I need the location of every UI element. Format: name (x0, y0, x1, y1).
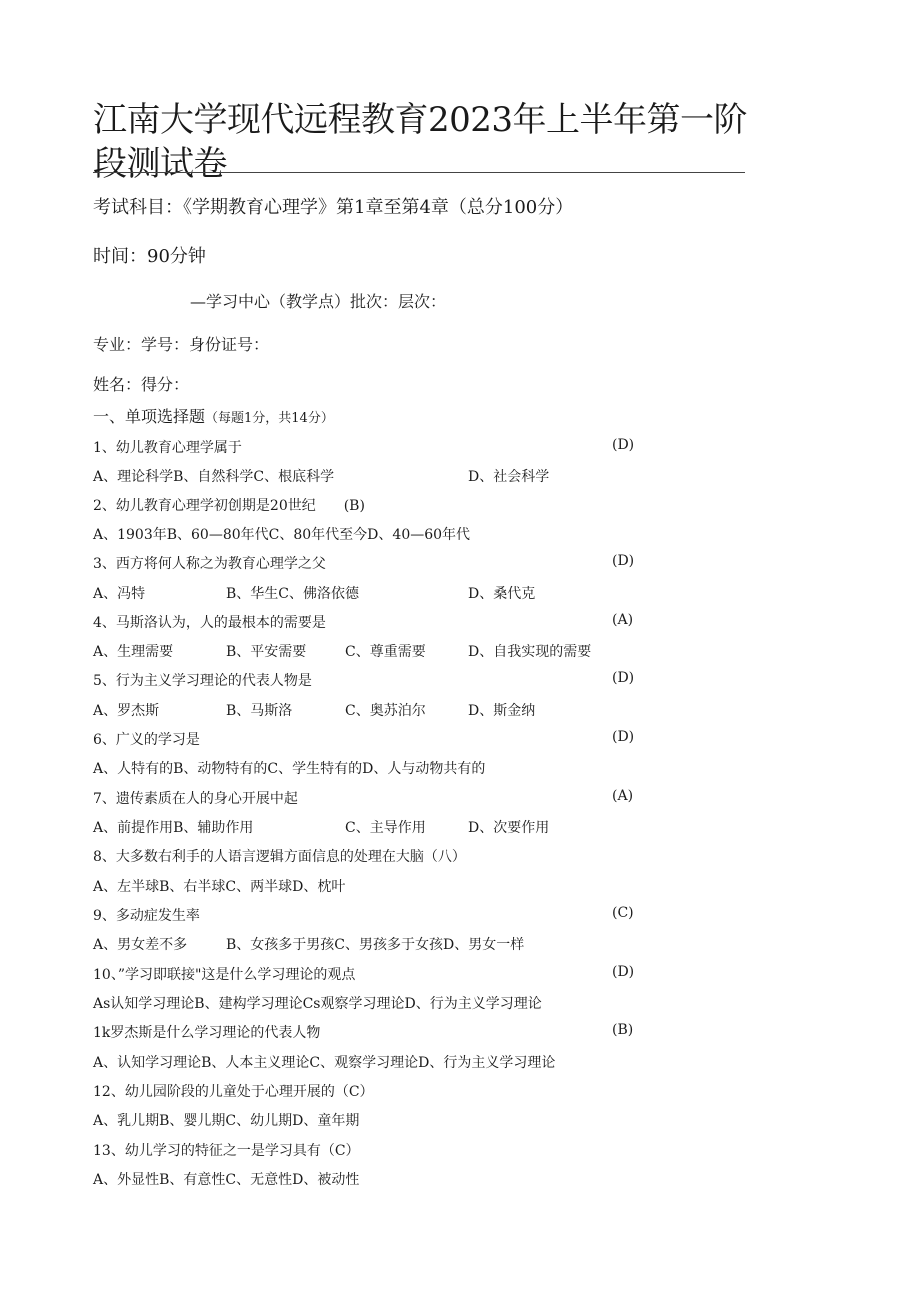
question-text: 12、幼儿园阶段的儿童处于心理开展的（C） (93, 1084, 374, 1100)
question-option: D、斯金纳 (468, 703, 536, 719)
question-text: 5、行为主义学习理论的代表人物是 (93, 673, 312, 689)
question-options: A、理论科学B、自然科学C、根底科学 (93, 469, 335, 485)
question-option: A、生理需要 (93, 644, 174, 660)
question-text: 10、”学习即联接"这是什么学习理论的观点 (93, 967, 356, 983)
study-center-line: —学习中心（教学点）批次：层次： (190, 292, 447, 311)
question-text: 9、多动症发生率 (93, 908, 200, 924)
question-text: 3、西方将何人称之为教育心理学之父 (93, 556, 326, 572)
question-text: 6、广义的学习是 (93, 732, 200, 748)
section-note: （每题1分，共14分） (205, 411, 334, 426)
question-option: C、奥苏泊尔 (345, 703, 426, 719)
question-text: 13、幼儿学习的特征之一是学习具有（C） (93, 1143, 360, 1159)
exam-subject: 考试科目：《学期教育心理学》第1章至第4章（总分100分） (93, 197, 574, 218)
question-options: A、外显性B、有意性C、无意性D、被动性 (93, 1172, 360, 1188)
question-answer: (A) (612, 788, 634, 804)
question-option: D、桑代克 (468, 586, 536, 602)
question-answer: (D) (612, 964, 635, 980)
question-answer: (B) (612, 1022, 634, 1038)
question-options: A、1903年B、60—80年代C、80年代至今D、40—60年代 (93, 527, 471, 543)
question-answer: (D) (612, 729, 635, 745)
question-option: D、社会科学 (468, 469, 550, 485)
question-option: A、罗杰斯 (93, 703, 160, 719)
question-options: A、左半球B、右半球C、两半球D、枕叶 (93, 879, 346, 895)
question-text: 7、遗传素质在人的身心开展中起 (93, 791, 298, 807)
question-options: A、认知学习理论B、人本主义理论C、观察学习理论D、行为主义学习理论 (93, 1055, 556, 1071)
question-text: 1、幼儿教育心理学属于 (93, 440, 242, 456)
section-title: 一、单项选择题 (93, 407, 206, 426)
question-options: As认知学习理论B、建构学习理论Cs观察学习理论D、行为主义学习理论 (93, 996, 542, 1012)
question-text: 2、幼儿教育心理学初创期是20世纪 (B) (93, 498, 365, 514)
question-text: 1k罗杰斯是什么学习理论的代表人物 (93, 1025, 321, 1041)
exam-time: 时间：90分钟 (93, 246, 206, 267)
question-option: C、主导作用 (345, 820, 426, 836)
question-option: D、次要作用 (468, 820, 550, 836)
question-answer: (C) (612, 905, 634, 921)
question-option: A、前提作用B、辅助作用 (93, 820, 254, 836)
major-line: 专业：学号：身份证号： (93, 335, 270, 354)
question-text: 8、大多数右利手的人语言逻辑方面信息的处理在大脑（八） (93, 849, 466, 865)
question-text: 4、马斯洛认为，人的最根本的需要是 (93, 615, 326, 631)
title-rule (93, 172, 745, 173)
question-option: B、华生C、佛洛依德 (226, 586, 359, 602)
question-option: B、女孩多于男孩C、男孩多于女孩D、男女一样 (226, 937, 525, 953)
question-options: A、人特有的B、动物特有的C、学生特有的D、人与动物共有的 (93, 761, 486, 777)
section-heading (93, 404, 334, 427)
question-option: B、平安需要 (226, 644, 307, 660)
document-title: 江南大学现代远程教育2023年上半年第一阶段测试卷 (93, 100, 748, 184)
question-options: A、乳儿期B、婴儿期C、幼儿期D、童年期 (93, 1113, 360, 1129)
question-option: A、男女差不多 (93, 937, 188, 953)
name-line: 姓名：得分： (93, 375, 190, 394)
question-answer: (D) (612, 437, 635, 453)
question-option: C、尊重需要 (345, 644, 426, 660)
question-answer: (D) (612, 553, 635, 569)
question-option: A、冯特 (93, 586, 146, 602)
question-answer: (A) (612, 612, 634, 628)
question-answer: (D) (612, 670, 635, 686)
question-option: D、自我实现的需要 (468, 644, 592, 660)
question-option: B、马斯洛 (226, 703, 293, 719)
